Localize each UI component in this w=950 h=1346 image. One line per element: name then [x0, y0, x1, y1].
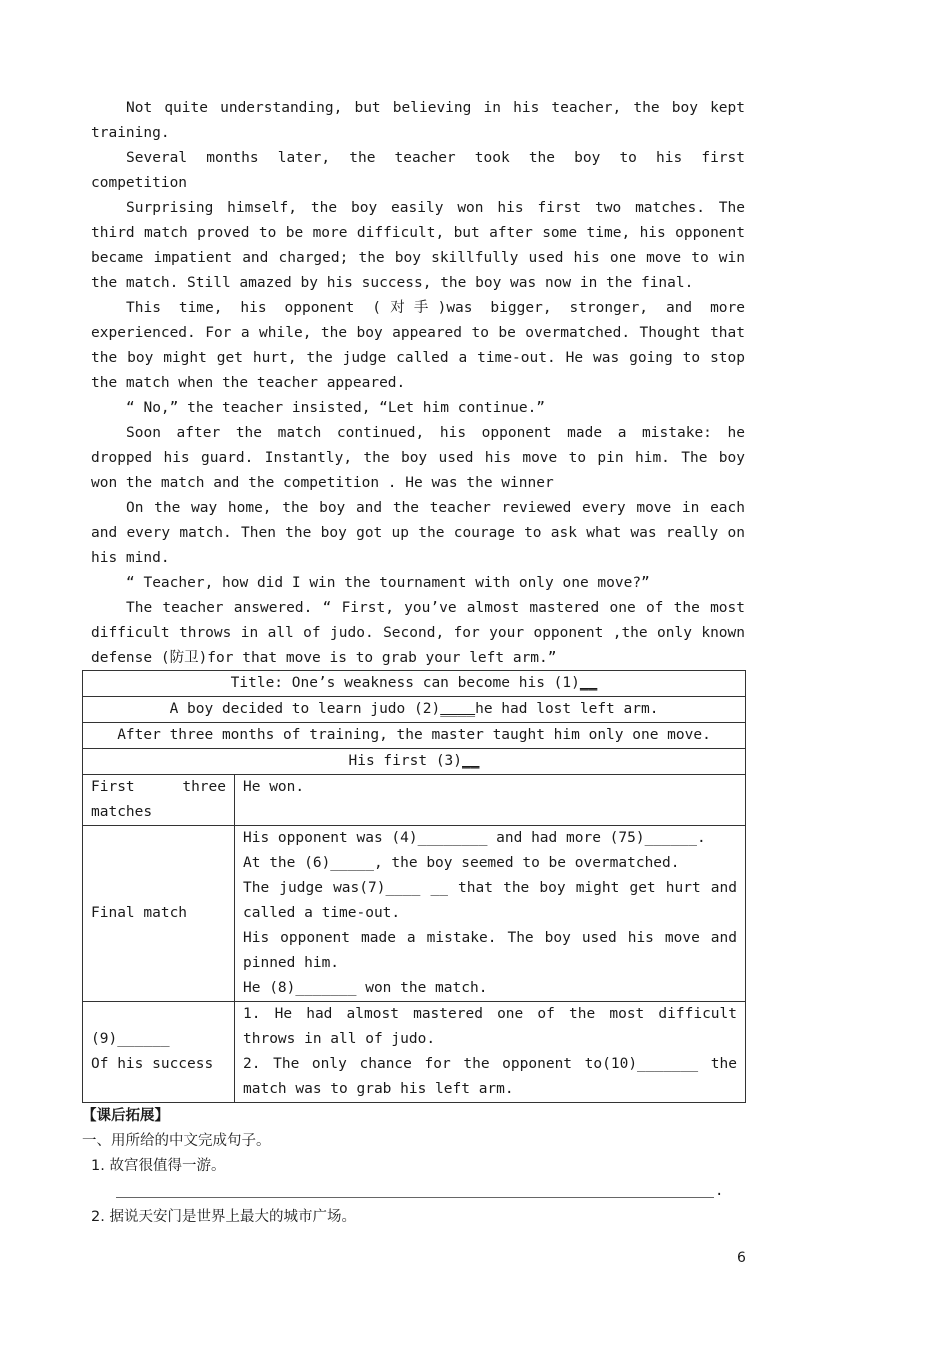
table-row	[83, 749, 746, 775]
content-line: 1. He had almost mastered one of the most difficult throws in all of judo.	[243, 1006, 737, 1047]
content-line: At the (6)_____, the boy seemed to be overmatched.	[243, 855, 680, 871]
table-row	[83, 723, 746, 749]
row-content	[235, 826, 746, 1002]
table-row	[83, 697, 746, 723]
competition-cell: His first (3)__	[83, 749, 746, 775]
passage-paragraph: Surprising himself, the boy easily won his first two matches. The third match proved to be more difficult, but after some time, his opponent became impatient and charged; the boy skillfully used his one move to win the match. Still amazed by his success, the boy was now in the final.	[91, 200, 745, 291]
content-line: His opponent made a mistake. The boy used his move and pinned him.	[243, 930, 737, 971]
content-line: His opponent was (4)________ and had more (75)______.	[243, 830, 706, 846]
content-line: 2. The only chance for the opponent to(10)_______ the match was to grab his left arm.	[243, 1056, 737, 1097]
title-cell: Title: One’s weakness can become his (1)__	[83, 671, 746, 697]
row-label: Final match	[83, 826, 235, 1002]
intro-cell: A boy decided to learn judo (2)____he had lost left arm.	[83, 697, 746, 723]
row-label: First three matches	[83, 775, 235, 826]
passage-paragraph: The teacher answered. “ First, you’ve almost mastered one of the most difficult throws in all of judo. Second, for your opponent ,the only known defense (防卫)for that move is to grab your left arm.”	[91, 600, 745, 666]
row-content: He won.	[235, 775, 746, 826]
row-content	[235, 1002, 746, 1103]
table-row	[83, 671, 746, 697]
table-row	[83, 826, 746, 1002]
reading-passage	[91, 96, 745, 671]
passage-paragraph: “ Teacher, how did I win the tournament with only one move?”	[126, 575, 650, 591]
passage-paragraph: Not quite understanding, but believing in his teacher, the boy kept training.	[91, 100, 745, 141]
blank[interactable]: __	[579, 675, 598, 691]
passage-paragraph: “ No,” the teacher insisted, “Let him continue.”	[126, 400, 546, 416]
instruction-text: 一、用所给的中文完成句子。	[82, 1133, 271, 1149]
blank[interactable]: __	[462, 753, 480, 769]
summary-table	[82, 670, 746, 1103]
blank[interactable]: ____	[440, 701, 476, 717]
content-line: The judge was(7)____ __ that the boy might get hurt and called a time-out.	[243, 880, 737, 921]
passage-paragraph: On the way home, the boy and the teacher reviewed every move in each and every match. Then the boy got up the courage to ask what was really on his mind.	[91, 500, 745, 566]
answer-line[interactable]	[116, 1197, 714, 1198]
table-row	[83, 1002, 746, 1103]
passage-paragraph: Several months later, the teacher took the boy to his first competition	[91, 150, 745, 191]
question-2: 2. 据说天安门是世界上最大的城市广场。	[91, 1209, 356, 1225]
page-number: 6	[737, 1250, 746, 1266]
content-line: He (8)_______ won the match.	[243, 980, 488, 996]
passage-paragraph: Soon after the match continued, his opponent made a mistake: he dropped his guard. Instantly, the boy used his move to pin him. The boy won the match and the competition . He was the winner	[91, 425, 745, 491]
row-label: (9)______ Of his success	[83, 1002, 235, 1103]
sentence-period: .	[715, 1183, 724, 1199]
table-row	[83, 775, 746, 826]
passage-paragraph: This time, his opponent (对手)was bigger, stronger, and more experienced. For a while, the boy appeared to be overmatched. Thought that the boy might get hurt, the judge called a time-out. He was going to stop the match when the teacher appeared.	[91, 300, 745, 391]
extension-heading: 【课后拓展】	[82, 1108, 169, 1124]
question-1: 1. 故宫很值得一游。	[91, 1158, 226, 1174]
training-cell: After three months of training, the master taught him only one move.	[83, 723, 746, 749]
